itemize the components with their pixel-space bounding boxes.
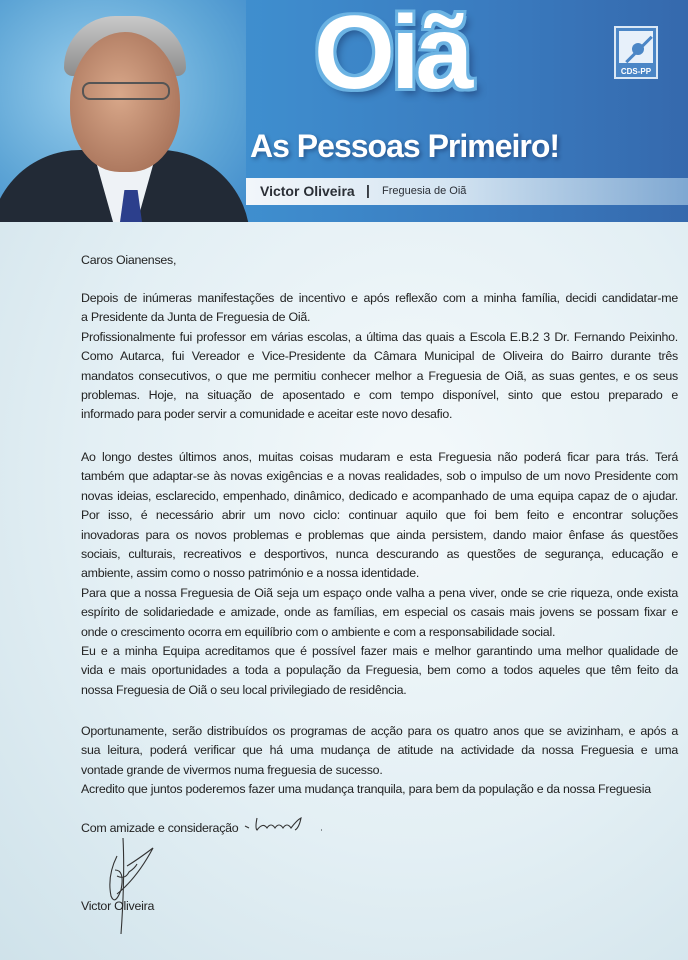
parish-name: Freguesia de Oiã — [382, 185, 467, 197]
signature-name: Victor Oliveira — [81, 899, 155, 913]
letter-line: Acredito que juntos poderemos fazer uma mudança tranquila, para bem da população e da nossa Freguesia — [81, 782, 651, 797]
letter-line: novas ideias, esclarecido, empenhado, dinâmico, dedicado e acompanhado de uma equipa capaz de o ajudar. — [81, 488, 678, 503]
letter-line: ambiente, assim como o nosso património e a nossa identidade. — [81, 566, 420, 581]
campaign-slogan: As Pessoas Primeiro! — [250, 128, 560, 164]
handwritten-addition — [243, 812, 333, 840]
separator: | — [366, 182, 370, 198]
letter-line: também que adaptar-se às novas exigências e a novas realidades, sob o impulso de um novo Presidente com — [81, 469, 678, 484]
letter-line: Ao longo destes últimos anos, muitas coisas mudaram e esta Freguesia não poderá ficar para trás. Terá — [81, 450, 678, 464]
letter-line: sua leitura, poderá verificar que há uma mudança de atitude na actividade da nossa Freguesia e uma — [81, 743, 678, 758]
candidate-photo — [0, 0, 246, 222]
letter-line: vida e mais oportunidades a toda a população da Freguesia, bem como a todos aqueles que têm feito da — [81, 663, 678, 678]
letter-line: Para que a nossa Freguesia de Oiã seja um espaço onde valha a pena viver, onde se crie riqueza, onde exista — [81, 585, 678, 600]
letter-line: a Presidente da Junta de Freguesia de Oiã. — [81, 310, 311, 325]
letter-line: espírito de solidariedade e amizade, onde as famílias, em especial os casais mais jovens se possam fixar e — [81, 605, 678, 620]
letter-line: problemas. Hoje, na situação de aposentado e com tempo disponível, sinto que estou preparado e — [81, 388, 678, 402]
greeting: Caros Oianenses, — [81, 253, 177, 267]
letter-line: Oportunamente, serão distribuídos os programas de acção para os quatro anos que se avizinham, e após a — [81, 724, 678, 738]
letter-line: mandatos consecutivos, o que me permitiu conhecer melhor a Freguesia de Oiã, as suas gentes, e os seus — [81, 368, 678, 383]
name-band — [246, 178, 688, 205]
letter-line: Por isso, é necessário abrir um novo ciclo: continuar aquilo que foi bem feito e encontrar soluções — [81, 508, 678, 523]
header-banner — [0, 0, 688, 222]
letter-line: informado para poder servir a comunidade e aceitar este novo desafio. — [81, 407, 453, 422]
letter-line: Eu e a minha Equipa acreditamos que é possível fazer mais e melhor garantindo uma melhor qualidade de — [81, 644, 678, 658]
party-logo — [614, 26, 658, 79]
letter-line: vontade grande de vivermos numa freguesia de sucesso. — [81, 762, 383, 777]
party-logo-label: CDS-PP — [620, 67, 652, 76]
letter-line: Como Autarca, fui Vereador e Vice-Presidente da Câmara Municipal de Oliveira do Bairro durante três — [81, 349, 678, 364]
campaign-title: Oiã — [314, 0, 470, 111]
closing: Com amizade e consideração — [81, 821, 239, 835]
candidate-name: Victor Oliveira — [260, 183, 355, 199]
letter-line: Profissionalmente fui professor em várias escolas, a última das quais a Escola E.B.2 3 Dr. Fernando Peixinho. — [81, 329, 678, 344]
signature — [97, 836, 157, 939]
letter-line: sociais, culturais, recreativos e desportivos, nunca descurando as questões de segurança, educação e — [81, 547, 678, 561]
letter-line: onde o crescimento ocorra em equilíbrio com o ambiente e com a responsabilidade social. — [81, 624, 556, 639]
letter-line: Depois de inúmeras manifestações de incentivo e após reflexão com a minha família, decidi candidatar-me — [81, 291, 678, 305]
letter-line: inovadoras para os novos problemas e problemas que ainda persistem, dando maior ênfase ás questões — [81, 527, 678, 542]
letter-line: nossa Freguesia de Oiã o seu local privilegiado de residência. — [81, 682, 407, 697]
